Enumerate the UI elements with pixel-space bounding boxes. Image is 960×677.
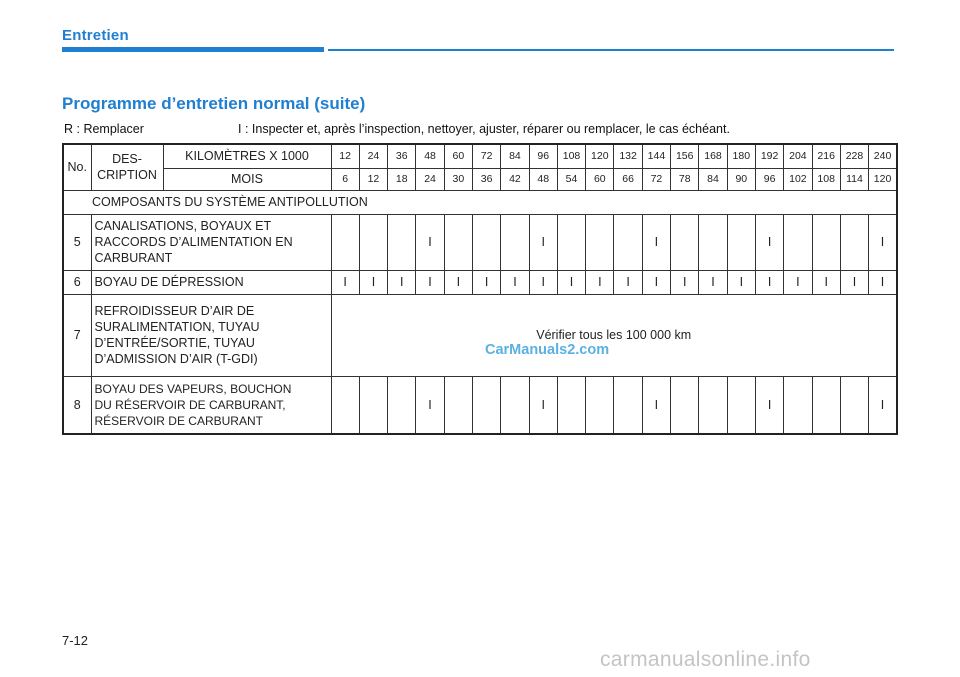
interval-mark (501, 214, 529, 270)
mois-value: 108 (812, 168, 840, 190)
mois-value: 66 (614, 168, 642, 190)
interval-mark: I (642, 376, 670, 434)
interval-mark: I (359, 270, 387, 294)
legend-inspect: I : Inspecter et, après l’inspection, nettoyer, ajuster, réparer ou remplacer, le cas échéant. (238, 122, 730, 136)
interval-mark (727, 214, 755, 270)
interval-mark (699, 214, 727, 270)
km-value: 12 (331, 144, 359, 168)
interval-mark (331, 214, 359, 270)
col-desc-header: DES- CRIPTION (91, 144, 163, 190)
mois-value: 24 (416, 168, 444, 190)
interval-mark: I (529, 214, 557, 270)
interval-mark (557, 376, 585, 434)
interval-mark: I (416, 376, 444, 434)
interval-mark: I (529, 376, 557, 434)
mois-value: 36 (472, 168, 500, 190)
mois-value: 42 (501, 168, 529, 190)
km-value: 156 (671, 144, 699, 168)
km-value: 240 (869, 144, 897, 168)
interval-mark: I (331, 270, 359, 294)
interval-mark: I (529, 270, 557, 294)
header-row-km (63, 144, 897, 168)
page-title: Programme d’entretien normal (suite) (62, 94, 366, 113)
interval-mark (557, 214, 585, 270)
interval-mark (359, 214, 387, 270)
km-label: KILOMÈTRES X 1000 (163, 144, 331, 168)
mois-value: 12 (359, 168, 387, 190)
mois-value: 90 (727, 168, 755, 190)
interval-mark: I (755, 270, 783, 294)
interval-mark: I (642, 270, 670, 294)
row-description: CANALISATIONS, BOYAUX ET RACCORDS D’ALIMENTATION EN CARBURANT (91, 214, 331, 270)
interval-mark (586, 214, 614, 270)
interval-mark: I (586, 270, 614, 294)
interval-mark: I (472, 270, 500, 294)
interval-mark: I (501, 270, 529, 294)
row-number: 8 (63, 376, 91, 434)
interval-mark (812, 376, 840, 434)
interval-mark (444, 214, 472, 270)
section-label: Entretien (62, 27, 129, 44)
km-value: 168 (699, 144, 727, 168)
km-value: 216 (812, 144, 840, 168)
interval-mark: I (755, 214, 783, 270)
interval-mark: I (869, 270, 897, 294)
table-row (63, 270, 897, 294)
header-row-mois (63, 168, 897, 190)
watermark: CarManuals2.com (485, 342, 610, 358)
interval-mark (840, 376, 868, 434)
interval-mark (671, 214, 699, 270)
interval-mark: I (727, 270, 755, 294)
legend-replace: R : Remplacer (64, 122, 144, 136)
mois-value: 6 (331, 168, 359, 190)
km-value: 48 (416, 144, 444, 168)
interval-mark (840, 214, 868, 270)
interval-mark (614, 376, 642, 434)
mois-value: 78 (671, 168, 699, 190)
km-value: 84 (501, 144, 529, 168)
page-number: 7-12 (62, 633, 89, 648)
km-value: 120 (586, 144, 614, 168)
interval-mark: I (642, 214, 670, 270)
interval-mark: I (671, 270, 699, 294)
interval-note: Vérifier tous les 100 000 km (331, 294, 897, 376)
interval-mark: I (699, 270, 727, 294)
interval-mark: I (444, 270, 472, 294)
interval-mark (727, 376, 755, 434)
km-value: 108 (557, 144, 585, 168)
section-row (63, 190, 897, 214)
footer-site-link[interactable]: carmanualsonline.info (600, 648, 811, 671)
interval-mark: I (869, 214, 897, 270)
interval-mark (586, 376, 614, 434)
km-value: 24 (359, 144, 387, 168)
km-value: 132 (614, 144, 642, 168)
interval-mark: I (869, 376, 897, 434)
km-value: 36 (388, 144, 416, 168)
mois-label: MOIS (163, 168, 331, 190)
interval-mark (699, 376, 727, 434)
interval-mark: I (614, 270, 642, 294)
km-value: 144 (642, 144, 670, 168)
interval-mark (784, 214, 812, 270)
mois-value: 30 (444, 168, 472, 190)
km-value: 72 (472, 144, 500, 168)
km-value: 204 (784, 144, 812, 168)
mois-value: 18 (388, 168, 416, 190)
mois-value: 48 (529, 168, 557, 190)
interval-mark (614, 214, 642, 270)
section-heading: COMPOSANTS DU SYSTÈME ANTIPOLLUTION (63, 190, 897, 214)
interval-mark (812, 214, 840, 270)
interval-mark (472, 214, 500, 270)
mois-value: 84 (699, 168, 727, 190)
interval-mark: I (388, 270, 416, 294)
mois-value: 114 (840, 168, 868, 190)
interval-mark (388, 376, 416, 434)
interval-mark: I (416, 214, 444, 270)
interval-mark (359, 376, 387, 434)
maintenance-table (62, 143, 898, 435)
row-description: REFROIDISSEUR D’AIR DE SURALIMENTATION, TUYAU D’ENTRÉE/SORTIE, TUYAU D’ADMISSION D’AIR (T-GDI) (91, 294, 331, 376)
table-row (63, 376, 897, 434)
interval-mark: I (755, 376, 783, 434)
interval-mark: I (416, 270, 444, 294)
km-value: 60 (444, 144, 472, 168)
row-number: 5 (63, 214, 91, 270)
km-value: 192 (755, 144, 783, 168)
interval-mark (444, 376, 472, 434)
km-value: 180 (727, 144, 755, 168)
col-no-header: No. (63, 144, 91, 190)
interval-mark (784, 376, 812, 434)
interval-mark: I (784, 270, 812, 294)
table-row (63, 214, 897, 270)
interval-mark (501, 376, 529, 434)
interval-mark: I (557, 270, 585, 294)
row-number: 6 (63, 270, 91, 294)
mois-value: 120 (869, 168, 897, 190)
table-row (63, 294, 897, 376)
interval-mark: I (840, 270, 868, 294)
mois-value: 72 (642, 168, 670, 190)
interval-mark (472, 376, 500, 434)
mois-value: 60 (586, 168, 614, 190)
interval-mark (671, 376, 699, 434)
row-description: BOYAU DES VAPEURS, BOUCHON DU RÉSERVOIR DE CARBURANT, RÉSERVOIR DE CARBURANT (91, 376, 331, 434)
row-number: 7 (63, 294, 91, 376)
km-value: 96 (529, 144, 557, 168)
interval-mark (331, 376, 359, 434)
mois-value: 96 (755, 168, 783, 190)
interval-mark (388, 214, 416, 270)
section-rule-thin (328, 49, 894, 51)
interval-mark: I (812, 270, 840, 294)
mois-value: 54 (557, 168, 585, 190)
mois-value: 102 (784, 168, 812, 190)
row-description: BOYAU DE DÉPRESSION (91, 270, 331, 294)
km-value: 228 (840, 144, 868, 168)
section-rule-thick (62, 47, 324, 52)
